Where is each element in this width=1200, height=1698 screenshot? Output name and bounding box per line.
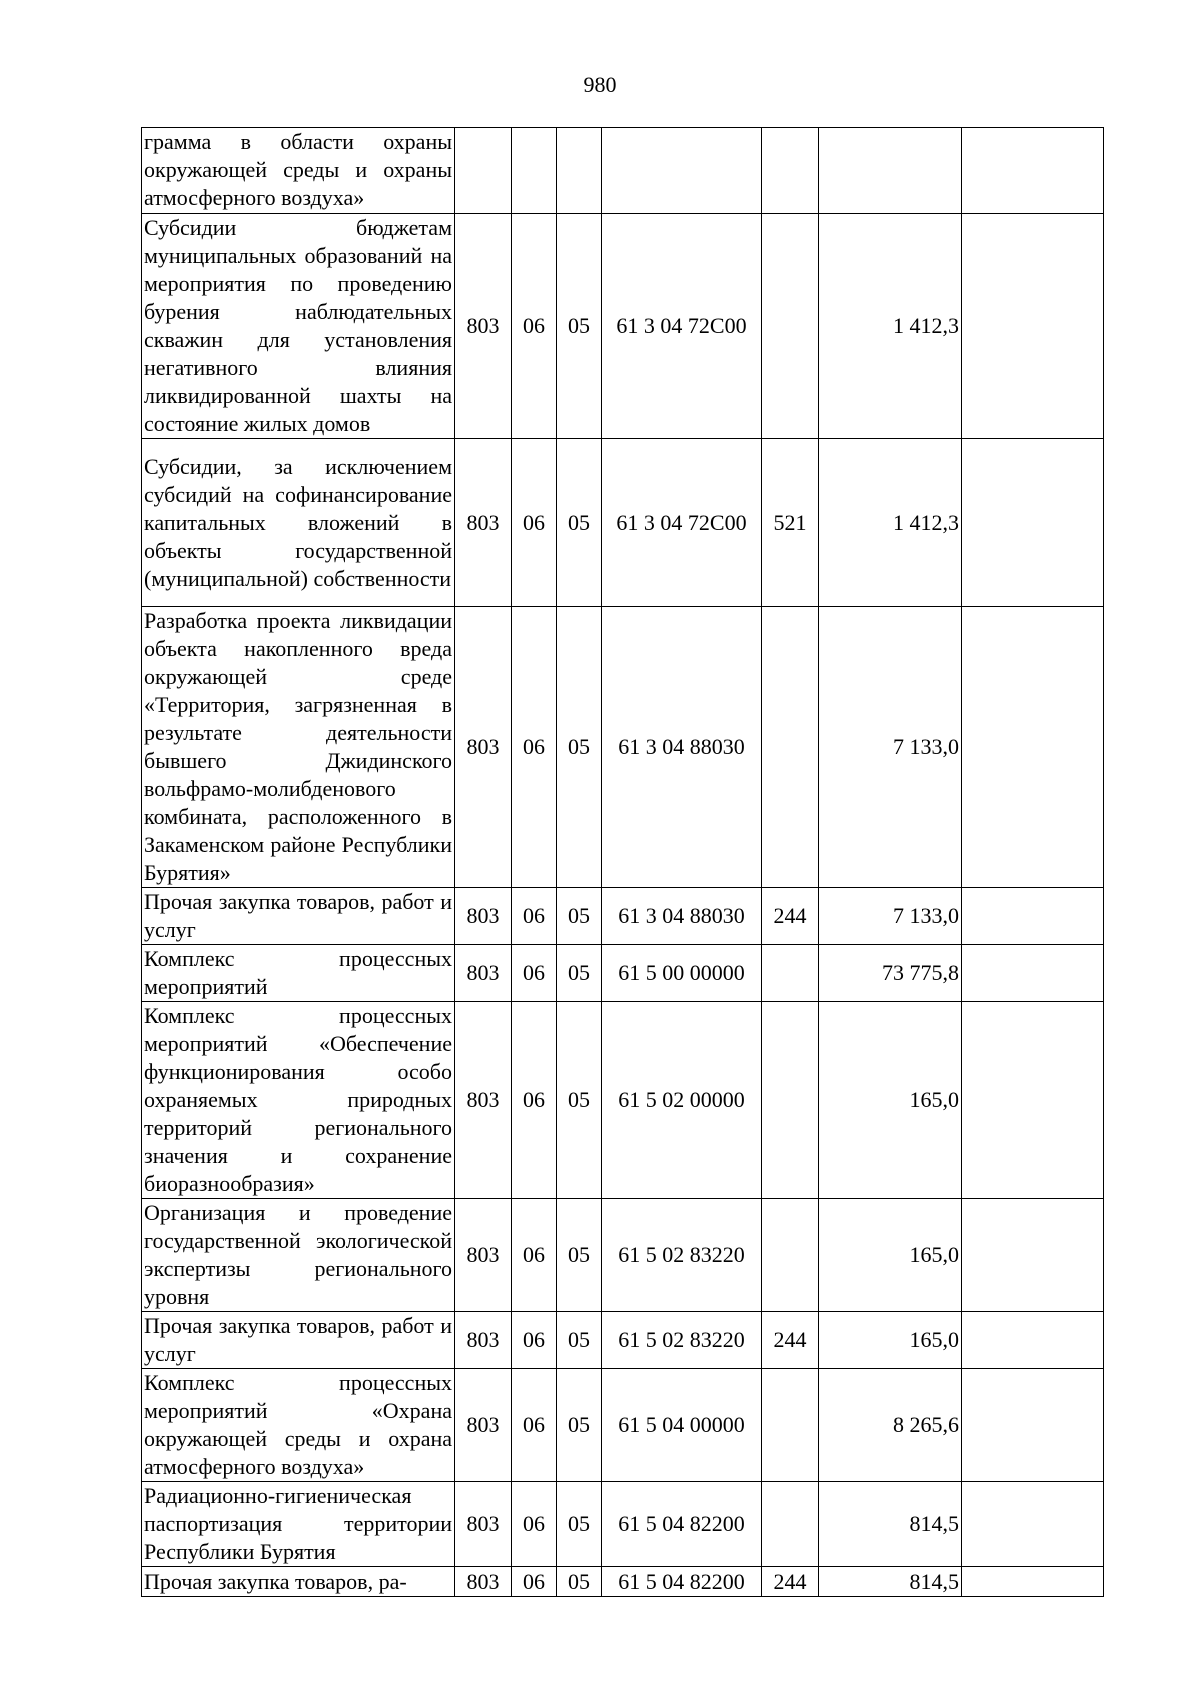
expense-type-code xyxy=(762,1002,819,1199)
table-row xyxy=(142,1312,1104,1369)
expense-type-code xyxy=(762,128,819,214)
section-code: 06 xyxy=(512,1312,557,1369)
extra-cell xyxy=(962,1199,1104,1312)
ministry-code: 803 xyxy=(455,439,512,607)
target-item-code: 61 5 02 00000 xyxy=(602,1002,762,1199)
amount: 165,0 xyxy=(819,1002,962,1199)
subsection-code: 05 xyxy=(557,888,602,945)
expense-type-code: 521 xyxy=(762,439,819,607)
extra-cell xyxy=(962,1369,1104,1482)
ministry-code: 803 xyxy=(455,1482,512,1567)
amount xyxy=(819,128,962,214)
expense-type-code xyxy=(762,607,819,888)
section-code: 06 xyxy=(512,1002,557,1199)
row-name: Разработка проекта ликвидации объекта накопленного вреда окружающей среде «Территория, загрязненная в результате деятельности бывшего Джидинского вольфрамо-молибденового комбината, расположенного в Закаменском районе Республики Бурятия» xyxy=(142,607,455,888)
ministry-code: 803 xyxy=(455,945,512,1002)
target-item-code: 61 3 04 88030 xyxy=(602,607,762,888)
target-item-code: 61 3 04 72С00 xyxy=(602,214,762,439)
section-code: 06 xyxy=(512,888,557,945)
amount: 165,0 xyxy=(819,1199,962,1312)
table-row xyxy=(142,1567,1104,1597)
extra-cell xyxy=(962,128,1104,214)
expense-type-code xyxy=(762,945,819,1002)
ministry-code: 803 xyxy=(455,888,512,945)
subsection-code: 05 xyxy=(557,1002,602,1199)
target-item-code: 61 5 00 00000 xyxy=(602,945,762,1002)
row-name: Прочая закупка товаров, работ и услуг xyxy=(142,1312,455,1369)
section-code: 06 xyxy=(512,214,557,439)
section-code: 06 xyxy=(512,1482,557,1567)
extra-cell xyxy=(962,439,1104,607)
extra-cell xyxy=(962,888,1104,945)
subsection-code: 05 xyxy=(557,439,602,607)
extra-cell xyxy=(962,1567,1104,1597)
extra-cell xyxy=(962,607,1104,888)
subsection-code: 05 xyxy=(557,214,602,439)
expense-type-code: 244 xyxy=(762,1567,819,1597)
amount: 73 775,8 xyxy=(819,945,962,1002)
expense-type-code xyxy=(762,1482,819,1567)
ministry-code: 803 xyxy=(455,1002,512,1199)
amount: 165,0 xyxy=(819,1312,962,1369)
target-item-code xyxy=(602,128,762,214)
amount: 7 133,0 xyxy=(819,607,962,888)
row-name: Комплекс процессных мероприятий xyxy=(142,945,455,1002)
table-row xyxy=(142,1482,1104,1567)
subsection-code: 05 xyxy=(557,607,602,888)
target-item-code: 61 3 04 88030 xyxy=(602,888,762,945)
expense-type-code: 244 xyxy=(762,888,819,945)
page-number: 980 xyxy=(583,72,617,97)
expense-type-code xyxy=(762,1369,819,1482)
amount: 1 412,3 xyxy=(819,214,962,439)
target-item-code: 61 5 02 83220 xyxy=(602,1199,762,1312)
row-name: Субсидии бюджетам муниципальных образований на мероприятия по проведению бурения наблюдательных скважин для установления негативного влияния ликвидированной шахты на состояние жилых домов xyxy=(142,214,455,439)
section-code xyxy=(512,128,557,214)
ministry-code: 803 xyxy=(455,214,512,439)
row-name: Комплекс процессных мероприятий «Обеспечение функционирования особо охраняемых природных территорий регионального значения и сохранение биоразнообразия» xyxy=(142,1002,455,1199)
subsection-code: 05 xyxy=(557,1567,602,1597)
extra-cell xyxy=(962,214,1104,439)
section-code: 06 xyxy=(512,439,557,607)
table-row xyxy=(142,888,1104,945)
expense-type-code: 244 xyxy=(762,1312,819,1369)
table-row xyxy=(142,1369,1104,1482)
amount: 814,5 xyxy=(819,1482,962,1567)
extra-cell xyxy=(962,1312,1104,1369)
amount: 8 265,6 xyxy=(819,1369,962,1482)
table-row xyxy=(142,439,1104,607)
extra-cell xyxy=(962,1002,1104,1199)
ministry-code: 803 xyxy=(455,607,512,888)
target-item-code: 61 5 04 82200 xyxy=(602,1567,762,1597)
extra-cell xyxy=(962,1482,1104,1567)
table-row xyxy=(142,214,1104,439)
amount: 1 412,3 xyxy=(819,439,962,607)
target-item-code: 61 3 04 72С00 xyxy=(602,439,762,607)
table-row xyxy=(142,607,1104,888)
row-name: Прочая закупка товаров, работ и услуг xyxy=(142,888,455,945)
table-row xyxy=(142,128,1104,214)
subsection-code: 05 xyxy=(557,1312,602,1369)
section-code: 06 xyxy=(512,1567,557,1597)
target-item-code: 61 5 02 83220 xyxy=(602,1312,762,1369)
ministry-code: 803 xyxy=(455,1312,512,1369)
section-code: 06 xyxy=(512,1199,557,1312)
expense-type-code xyxy=(762,214,819,439)
table-row xyxy=(142,1002,1104,1199)
row-name: Комплекс процессных мероприятий «Охрана окружающей среды и охрана атмосферного воздуха» xyxy=(142,1369,455,1482)
subsection-code: 05 xyxy=(557,1482,602,1567)
extra-cell xyxy=(962,945,1104,1002)
amount: 7 133,0 xyxy=(819,888,962,945)
section-code: 06 xyxy=(512,945,557,1002)
subsection-code: 05 xyxy=(557,1369,602,1482)
ministry-code xyxy=(455,128,512,214)
row-name: Субсидии, за исключением субсидий на софинансирование капитальных вложений в объекты государственной (муниципальной) собственности xyxy=(142,439,455,607)
subsection-code xyxy=(557,128,602,214)
ministry-code: 803 xyxy=(455,1199,512,1312)
subsection-code: 05 xyxy=(557,945,602,1002)
section-code: 06 xyxy=(512,1369,557,1482)
section-code: 06 xyxy=(512,607,557,888)
row-name: грамма в области охраны окружающей среды и охраны атмосферного воздуха» xyxy=(142,128,455,214)
row-name: Радиационно-гигиеническая паспортизация территории Республики Бурятия xyxy=(142,1482,455,1567)
row-name: Прочая закупка товаров, ра- xyxy=(142,1567,455,1597)
table-row xyxy=(142,945,1104,1002)
target-item-code: 61 5 04 00000 xyxy=(602,1369,762,1482)
table-row xyxy=(142,1199,1104,1312)
target-item-code: 61 5 04 82200 xyxy=(602,1482,762,1567)
row-name: Организация и проведение государственной экологической экспертизы регионального уровня xyxy=(142,1199,455,1312)
ministry-code: 803 xyxy=(455,1567,512,1597)
budget-table xyxy=(141,127,1104,1597)
expense-type-code xyxy=(762,1199,819,1312)
subsection-code: 05 xyxy=(557,1199,602,1312)
amount: 814,5 xyxy=(819,1567,962,1597)
ministry-code: 803 xyxy=(455,1369,512,1482)
